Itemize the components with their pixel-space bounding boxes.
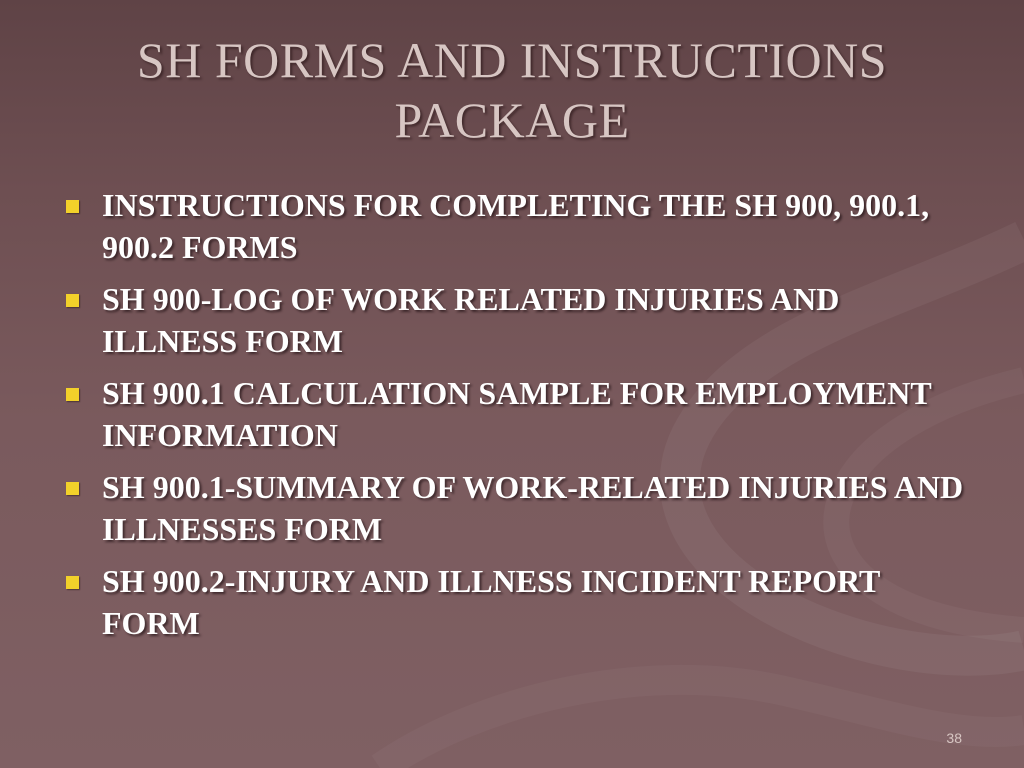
bullet-item-sh900-log bbox=[62, 278, 972, 362]
bullet-item-sh9001-summary bbox=[62, 466, 972, 550]
bullet-text: INSTRUCTIONS FOR COMPLETING THE SH 900, 900.1, 900.2 FORMS bbox=[102, 187, 930, 265]
square-bullet-icon bbox=[66, 294, 79, 307]
bullet-item-sh9002-incident bbox=[62, 560, 972, 644]
square-bullet-icon bbox=[66, 200, 79, 213]
bullet-text: SH 900.1-SUMMARY OF WORK-RELATED INJURIES AND ILLNESSES FORM bbox=[102, 469, 964, 547]
square-bullet-icon bbox=[66, 388, 79, 401]
bullet-text: SH 900-LOG OF WORK RELATED INJURIES AND ILLNESS FORM bbox=[102, 281, 840, 359]
slide-title bbox=[40, 30, 984, 150]
slide-title-line-2: PACKAGE bbox=[394, 92, 630, 148]
bullet-item-instructions bbox=[62, 184, 972, 268]
slide-title-line-1: SH FORMS AND INSTRUCTIONS bbox=[136, 32, 888, 88]
bullet-list bbox=[62, 184, 972, 654]
square-bullet-icon bbox=[66, 576, 79, 589]
square-bullet-icon bbox=[66, 482, 79, 495]
bullet-text: SH 900.2-INJURY AND ILLNESS INCIDENT REPORT FORM bbox=[102, 563, 880, 641]
bullet-item-sh9001-calculation bbox=[62, 372, 972, 456]
bullet-text: SH 900.1 CALCULATION SAMPLE FOR EMPLOYMENT INFORMATION bbox=[102, 375, 932, 453]
page-number: 38 bbox=[946, 730, 962, 746]
